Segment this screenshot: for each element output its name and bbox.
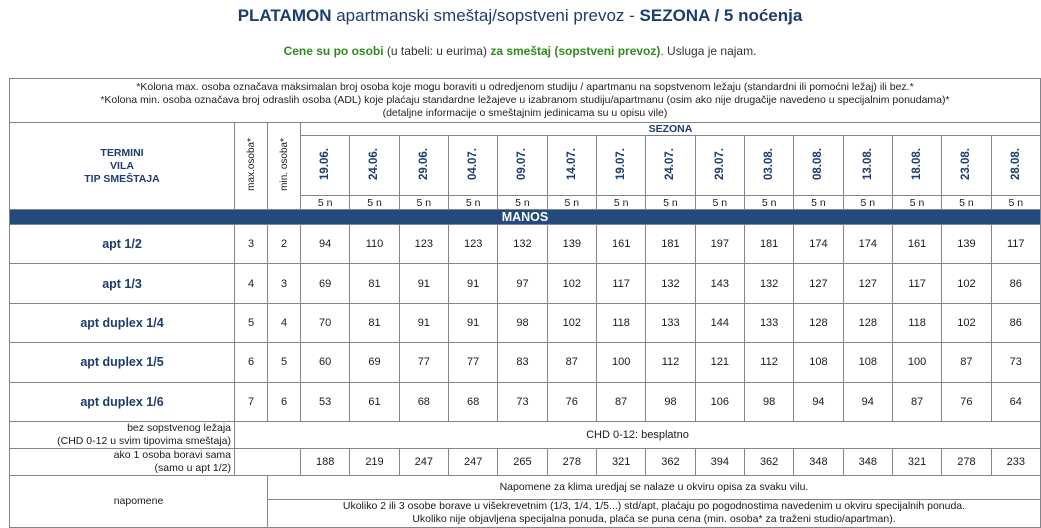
price-cell: 128 xyxy=(843,303,892,342)
single-price-cell: 265 xyxy=(498,448,547,475)
subtitle-currency: (u tabeli: u eurima) xyxy=(383,44,491,58)
single-price-cell: 278 xyxy=(942,448,991,475)
table-row xyxy=(10,264,1041,303)
price-cell: 128 xyxy=(794,303,843,342)
price-cell: 87 xyxy=(596,382,645,421)
header-min-persons-label: min. osoba* xyxy=(278,138,290,191)
price-cell: 98 xyxy=(744,382,793,421)
table-row xyxy=(10,225,1041,264)
chd-label-line2: (CHD 0-12 u svim tipovima smeštaja) xyxy=(57,434,231,447)
price-cell: 69 xyxy=(301,264,350,303)
price-cell: 86 xyxy=(991,264,1040,303)
date-header xyxy=(695,136,744,196)
section-villa-name: MANOS xyxy=(10,210,1041,225)
note-min-persons: *Kolona min. osoba označava broj odraslih osoba (ADL) koje plaćaju standardne ležajeve u izabranom studiju/apartmanu (osim ako nije drugačije navedeno u specijalnim ponudama)* xyxy=(100,94,950,106)
price-cell: 161 xyxy=(596,225,645,264)
price-cell: 91 xyxy=(399,264,448,303)
single-row xyxy=(10,448,1041,475)
price-cell: 108 xyxy=(794,343,843,382)
price-cell: 123 xyxy=(448,225,497,264)
date-header xyxy=(596,136,645,196)
price-cell: 197 xyxy=(695,225,744,264)
nights-cell: 5 n xyxy=(448,196,497,210)
title-location: PLATAMON xyxy=(237,6,332,25)
price-cell: 70 xyxy=(301,303,350,342)
price-cell: 73 xyxy=(991,343,1040,382)
table-row xyxy=(10,303,1041,342)
apartment-name: apt duplex 1/6 xyxy=(10,382,235,421)
price-cell: 108 xyxy=(843,343,892,382)
price-cell: 181 xyxy=(646,225,695,264)
price-cell: 117 xyxy=(991,225,1040,264)
price-cell: 174 xyxy=(794,225,843,264)
price-cell: 143 xyxy=(695,264,744,303)
price-cell: 77 xyxy=(448,343,497,382)
date-header xyxy=(350,136,399,196)
date-label: 18.08. xyxy=(911,148,924,180)
price-cell: 102 xyxy=(942,303,991,342)
price-cell: 144 xyxy=(695,303,744,342)
nights-cell: 5 n xyxy=(892,196,941,210)
price-cell: 181 xyxy=(744,225,793,264)
single-price-cell: 362 xyxy=(744,448,793,475)
price-cell: 161 xyxy=(892,225,941,264)
napomene-label: napomene xyxy=(10,475,268,527)
min-persons-cell: 2 xyxy=(268,225,301,264)
single-price-cell: 247 xyxy=(399,448,448,475)
date-header xyxy=(991,136,1040,196)
single-label-line1: ako 1 osoba boravi sama xyxy=(113,448,231,461)
header-termini: TERMINI xyxy=(100,146,144,159)
min-persons-cell: 5 xyxy=(268,343,301,382)
price-cell: 98 xyxy=(646,382,695,421)
nights-cell: 5 n xyxy=(843,196,892,210)
nights-cell: 5 n xyxy=(942,196,991,210)
chd-label-line1: bez sopstvenog ležaja xyxy=(127,421,231,434)
nights-cell: 5 n xyxy=(991,196,1040,210)
min-persons-cell: 6 xyxy=(268,382,301,421)
date-label: 13.08. xyxy=(861,148,874,180)
chd-row xyxy=(10,421,1041,448)
nights-cell: 5 n xyxy=(596,196,645,210)
single-price-cell: 278 xyxy=(547,448,596,475)
price-cell: 112 xyxy=(646,343,695,382)
single-price-cell: 321 xyxy=(892,448,941,475)
date-header xyxy=(794,136,843,196)
price-cell: 76 xyxy=(547,382,596,421)
price-cell: 86 xyxy=(991,303,1040,342)
note-details: (detaljne informacije o smeštajnim jedinicama su u opisu vile) xyxy=(382,107,668,119)
price-cell: 174 xyxy=(843,225,892,264)
price-cell: 102 xyxy=(547,303,596,342)
single-label-cell xyxy=(10,448,235,475)
date-header xyxy=(448,136,497,196)
price-cell: 53 xyxy=(301,382,350,421)
date-header xyxy=(744,136,793,196)
price-cell: 118 xyxy=(596,303,645,342)
header-min-persons xyxy=(268,123,301,210)
nights-cell: 5 n xyxy=(695,196,744,210)
date-label: 08.08. xyxy=(812,148,825,180)
price-cell: 139 xyxy=(942,225,991,264)
price-cell: 87 xyxy=(547,343,596,382)
price-cell: 68 xyxy=(399,382,448,421)
price-table xyxy=(9,78,1041,528)
max-persons-cell: 3 xyxy=(235,225,268,264)
price-cell: 94 xyxy=(843,382,892,421)
header-season: SEZONA xyxy=(301,123,1041,136)
chd-label-cell xyxy=(10,421,235,448)
price-cell: 81 xyxy=(350,303,399,342)
max-persons-cell: 7 xyxy=(235,382,268,421)
nights-cell: 5 n xyxy=(350,196,399,210)
price-cell: 76 xyxy=(942,382,991,421)
price-cell: 106 xyxy=(695,382,744,421)
apartment-name: apt duplex 1/5 xyxy=(10,343,235,382)
apartment-name: apt 1/3 xyxy=(10,264,235,303)
napomene-special-cell xyxy=(268,499,1041,527)
price-cell: 87 xyxy=(942,343,991,382)
date-header xyxy=(646,136,695,196)
date-label: 14.07. xyxy=(565,148,578,180)
date-label: 23.08. xyxy=(960,148,973,180)
price-cell: 123 xyxy=(399,225,448,264)
price-cell: 132 xyxy=(744,264,793,303)
price-cell: 83 xyxy=(498,343,547,382)
max-persons-cell: 5 xyxy=(235,303,268,342)
napomene-line3: Ukoliko nije objavljena specijalna ponuda, plaća se puna cena (min. osoba* za traženi studio/apartman). xyxy=(412,513,896,526)
price-cell: 94 xyxy=(301,225,350,264)
napomene-line1: Napomene za klima uredjaj se nalaze u okviru opisa za svaku vilu. xyxy=(268,475,1041,499)
price-cell: 77 xyxy=(399,343,448,382)
date-header xyxy=(399,136,448,196)
single-price-cell: 348 xyxy=(794,448,843,475)
nights-cell: 5 n xyxy=(301,196,350,210)
price-cell: 127 xyxy=(843,264,892,303)
price-cell: 133 xyxy=(744,303,793,342)
price-cell: 102 xyxy=(547,264,596,303)
chd-value: CHD 0-12: besplatno xyxy=(235,421,1041,448)
price-cell: 139 xyxy=(547,225,596,264)
page-title xyxy=(0,6,1040,26)
price-cell: 91 xyxy=(448,303,497,342)
price-cell: 69 xyxy=(350,343,399,382)
apartment-name: apt 1/2 xyxy=(10,225,235,264)
price-cell: 100 xyxy=(596,343,645,382)
notes-row xyxy=(10,475,1041,499)
single-price-cell: 321 xyxy=(596,448,645,475)
note-max-persons: *Kolona max. osoba označava maksimalan broj osoba koje mogu boraviti u odredjenom studiju / apartmanu na sopstvenom ležaju (standardni ili pomoćni ležaj) ili bez.* xyxy=(136,81,914,93)
price-cell: 91 xyxy=(399,303,448,342)
single-price-cell: 219 xyxy=(350,448,399,475)
date-header xyxy=(892,136,941,196)
date-label: 24.06. xyxy=(368,148,381,180)
price-cell: 117 xyxy=(596,264,645,303)
date-header xyxy=(942,136,991,196)
page-subtitle xyxy=(0,44,1040,58)
price-cell: 91 xyxy=(448,264,497,303)
price-cell: 87 xyxy=(892,382,941,421)
price-cell: 97 xyxy=(498,264,547,303)
single-empty-cell xyxy=(235,448,301,475)
single-price-cell: 247 xyxy=(448,448,497,475)
header-max-persons xyxy=(235,123,268,210)
price-cell: 118 xyxy=(892,303,941,342)
single-price-cell: 348 xyxy=(843,448,892,475)
single-price-cell: 394 xyxy=(695,448,744,475)
header-vila: VILA xyxy=(110,159,134,172)
single-price-cell: 233 xyxy=(991,448,1040,475)
table-row xyxy=(10,382,1041,421)
price-cell: 102 xyxy=(942,264,991,303)
notes-box xyxy=(10,79,1041,123)
nights-cell: 5 n xyxy=(794,196,843,210)
date-header xyxy=(498,136,547,196)
nights-cell: 5 n xyxy=(547,196,596,210)
header-max-persons-label: max.osoba* xyxy=(245,138,257,191)
napomene-line2: Ukoliko 2 ili 3 osobe borave u višekrevetnim (1/3, 1/4, 1/5...) std/apt, plaćaju po pogodnostima navedenim u okviru specijalnih ponuda. xyxy=(342,500,966,513)
price-cell: 132 xyxy=(498,225,547,264)
price-cell: 68 xyxy=(448,382,497,421)
price-cell: 127 xyxy=(794,264,843,303)
single-price-cell: 188 xyxy=(301,448,350,475)
date-label: 03.08. xyxy=(763,148,776,180)
price-cell: 73 xyxy=(498,382,547,421)
price-cell: 121 xyxy=(695,343,744,382)
price-cell: 132 xyxy=(646,264,695,303)
single-price-cell: 362 xyxy=(646,448,695,475)
date-label: 04.07. xyxy=(467,148,480,180)
single-label-line2: (samo u apt 1/2) xyxy=(154,461,231,474)
date-label: 19.06. xyxy=(319,148,332,180)
subtitle-accommodation: za smeštaj (sopstveni prevoz) xyxy=(490,44,661,58)
nights-cell: 5 n xyxy=(498,196,547,210)
price-cell: 81 xyxy=(350,264,399,303)
nights-cell: 5 n xyxy=(744,196,793,210)
price-cell: 94 xyxy=(794,382,843,421)
price-cell: 98 xyxy=(498,303,547,342)
table-row xyxy=(10,343,1041,382)
date-header xyxy=(547,136,596,196)
title-season: SEZONA / 5 noćenja xyxy=(639,6,803,25)
subtitle-per-person: Cene su po osobi xyxy=(283,44,384,58)
date-header xyxy=(301,136,350,196)
title-description: apartmanski smeštaj/sopstveni prevoz - xyxy=(331,6,640,25)
date-label: 19.07. xyxy=(615,148,628,180)
nights-cell: 5 n xyxy=(646,196,695,210)
price-cell: 61 xyxy=(350,382,399,421)
price-cell: 100 xyxy=(892,343,941,382)
price-cell: 133 xyxy=(646,303,695,342)
price-cell: 64 xyxy=(991,382,1040,421)
date-label: 28.08. xyxy=(1009,148,1022,180)
max-persons-cell: 4 xyxy=(235,264,268,303)
date-label: 09.07. xyxy=(516,148,529,180)
date-header xyxy=(843,136,892,196)
apartment-name: apt duplex 1/4 xyxy=(10,303,235,342)
min-persons-cell: 4 xyxy=(268,303,301,342)
date-label: 29.07. xyxy=(713,148,726,180)
subtitle-service: . Usluga je najam. xyxy=(660,44,757,58)
date-label: 29.06. xyxy=(417,148,430,180)
price-cell: 117 xyxy=(892,264,941,303)
nights-cell: 5 n xyxy=(399,196,448,210)
price-cell: 110 xyxy=(350,225,399,264)
header-tip: TIP SMEŠTAJA xyxy=(84,172,160,185)
min-persons-cell: 3 xyxy=(268,264,301,303)
date-label: 24.07. xyxy=(664,148,677,180)
header-termini-cell xyxy=(10,123,235,210)
price-cell: 60 xyxy=(301,343,350,382)
max-persons-cell: 6 xyxy=(235,343,268,382)
price-cell: 112 xyxy=(744,343,793,382)
